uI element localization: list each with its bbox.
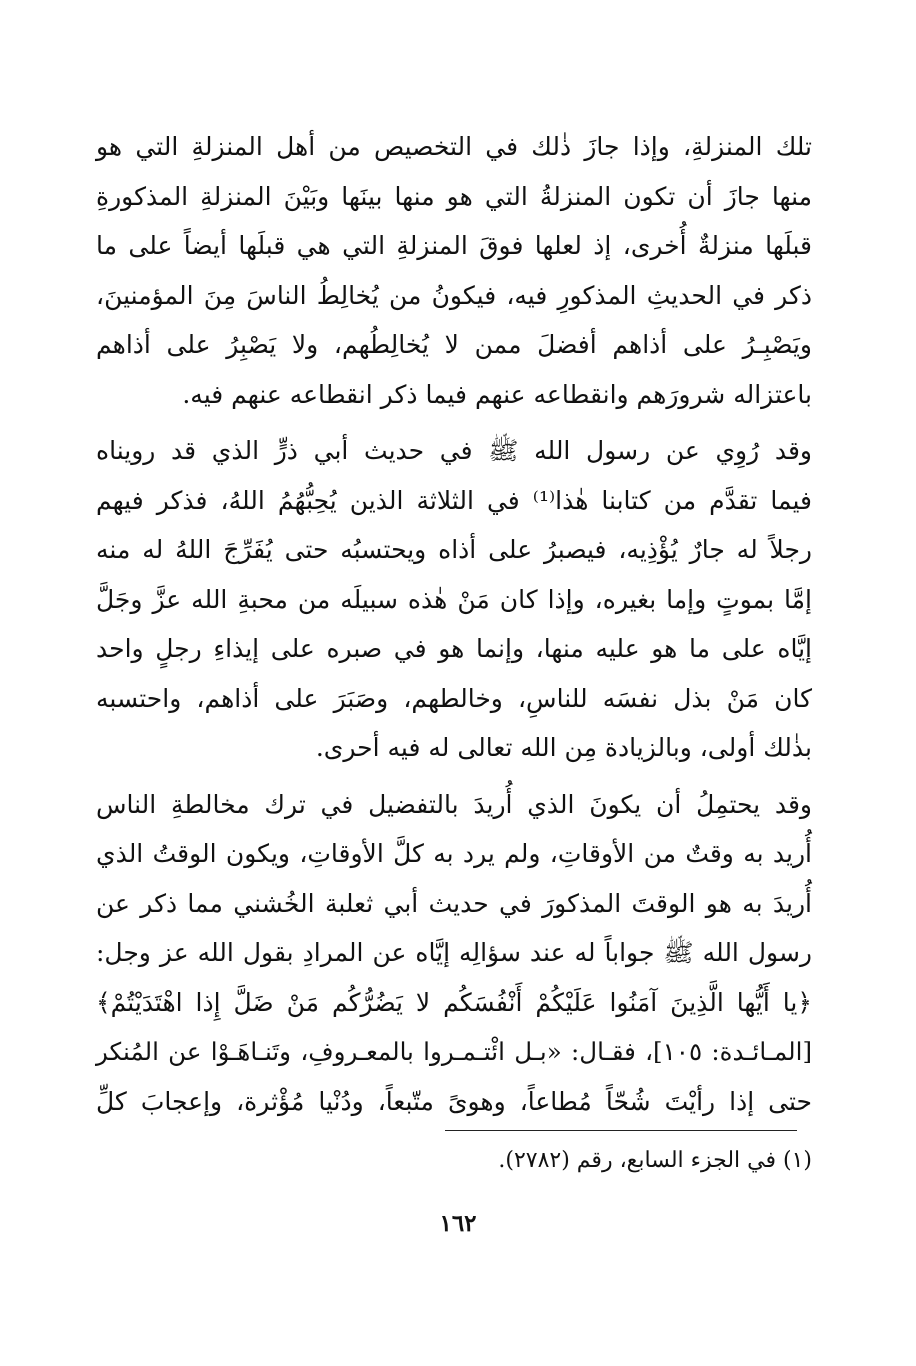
paragraph-2 <box>96 426 812 773</box>
page-number: ١٦٢ <box>439 1210 477 1237</box>
paragraph-3 <box>96 780 812 1127</box>
text-line: وقد يحتمِلُ أن يكونَ الذي أُريدَ بالتفضيل في ترك مخالطةِ الناس <box>96 789 812 819</box>
text-line: [المـائـدة: ١٠٥]، فقـال: «بـل ائْتـمـروا بالمعـروفِ، وتَنـاهَـوْا عن المُنكر <box>96 1037 813 1066</box>
text-line: وقد رُوِي عن رسول الله ﷺ في حديث أبي ذرٍّ الذي قد رويناه <box>96 436 812 465</box>
footnote: (١) في الجزء السابع، رقم (٢٧٨٢). <box>498 1148 812 1173</box>
text-line: كان مَنْ بذل نفسَه للناسِ، وخالطهم، وصَبَرَ على أذاهم، واحتسبه <box>96 683 812 713</box>
text-line: رجلاً له جارٌ يُؤْذِيه، فيصبرُ على أذاه ويحتسبُه حتى يُفَرِّجَ اللهُ له منه <box>96 535 812 564</box>
text-line: إيَّاه على ما هو عليه منها، وإنما هو في صبره على إيذاءِ رجلٍ واحد <box>96 634 812 663</box>
text-line: قبلَها منزلةٌ أُخرى، إذ لعلها فوقَ المنزلةِ التي هي قبلَها أيضاً على ما <box>96 231 812 260</box>
text-line: حتى إذا رأيْتَ شُحّاً مُطاعاً، وهوىً متّبعاً، ودُنْيا مُؤْثرة، وإعجابَ كلِّ <box>96 1086 812 1116</box>
text-line: تلك المنزلةِ، وإذا جازَ ذٰلك في التخصيص من أهل المنزلةِ التي هو <box>96 132 812 161</box>
paragraph-1 <box>96 122 812 419</box>
text-line: رسول الله ﷺ جواباً له عند سؤالِه إيَّاه عن المرادِ بقول الله عز وجل: <box>96 938 812 967</box>
main-text <box>96 122 812 1126</box>
text-line: أُريدَ به هو الوقتَ المذكورَ في حديث أبي ثعلبة الخُشني مما ذكر عن <box>96 888 812 918</box>
text-line: ويَصْبِـرُ على أذاهم أفضلَ ممن لا يُخالِطُهم، ولا يَصْبِرُ على أذاهم <box>96 330 812 359</box>
footnote-divider <box>445 1130 797 1131</box>
text-line: أُريد به وقتٌ من الأوقاتِ، ولم يرد به كلَّ الأوقاتِ، ويكون الوقتُ الذي <box>96 839 812 868</box>
text-line: بذٰلك أولى، وبالزيادة مِن الله تعالى له فيه أحرى. <box>315 733 812 762</box>
text-line: باعتزاله شرورَهم وانقطاعه عنهم فيما ذكر انقطاعه عنهم فيه. <box>182 379 812 409</box>
text-line: ذكر في الحديثِ المذكورِ فيه، فيكونُ من يُخالِطُ الناسَ مِنَ المؤمنينَ، <box>96 280 812 310</box>
text-line: فيما تقدَّم من كتابنا هٰذا⁽¹⁾ في الثلاثة الذين يُحِبُّهُمُ اللهُ، فذكر فيهم <box>96 485 812 515</box>
text-line: إمَّا بموتٍ وإما بغيره، وإذا كان مَنْ هٰذه سبيلَه من محبةِ الله عزَّ وجَلَّ <box>96 584 812 614</box>
quran-verse-line: ﴿يا أَيُّها الَّذِينَ آمَنُوا عَلَيْكُمْ أَنْفُسَكُم لا يَضُرُّكُم مَنْ ضَلَّ إِذا اهْتَدَيْتُمْ﴾ <box>96 987 812 1017</box>
text-line: منها جازَ أن تكون المنزلةُ التي هو منها بينَها وبَيْنَ المنزلةِ المذكورةِ <box>96 181 812 211</box>
